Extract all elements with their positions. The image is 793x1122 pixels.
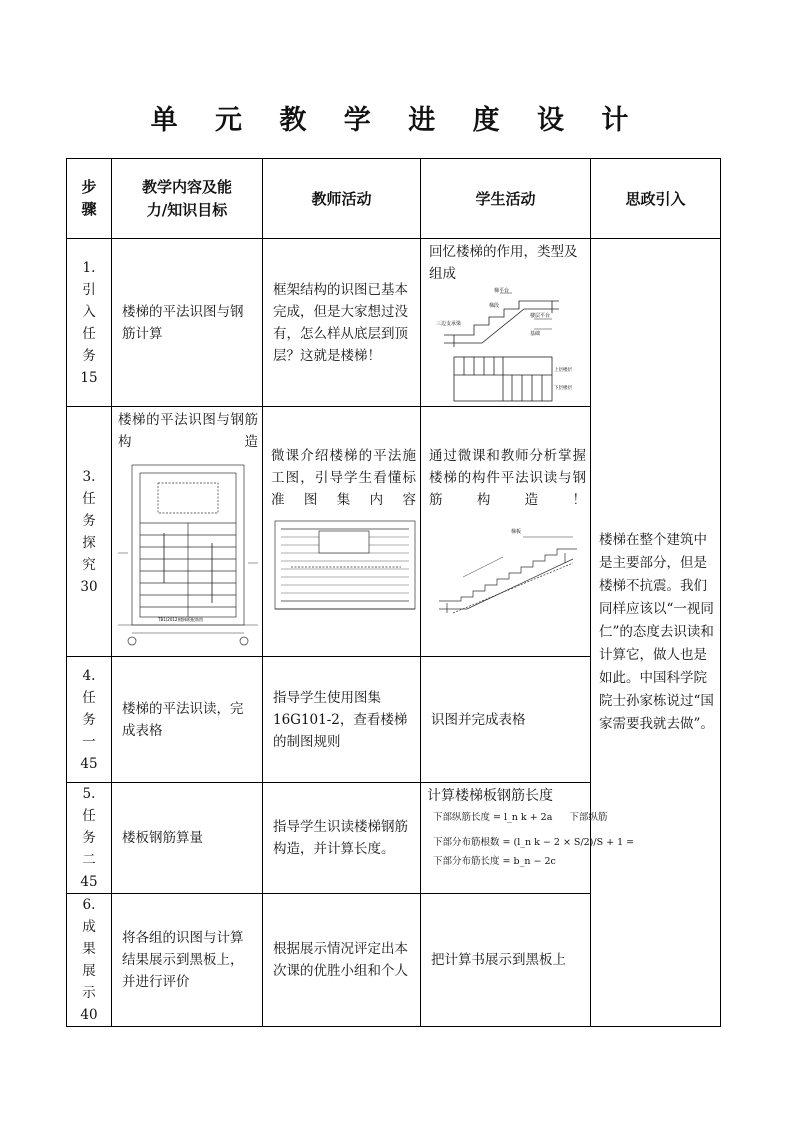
diagram-label: 基础 — [529, 331, 540, 337]
content-cell — [112, 407, 263, 657]
teacher-text: 根据展示情况评定出本次课的优胜小组和个人 — [273, 941, 408, 979]
step-line: 示 — [82, 985, 96, 1001]
teacher-cell — [263, 894, 421, 1027]
diagram-label: 梯平台 — [493, 288, 509, 294]
header-teacher-text: 教师活动 — [311, 189, 372, 208]
content-cell — [112, 783, 263, 894]
step-cell — [67, 657, 112, 783]
step-line: 5. — [82, 786, 96, 802]
header-student — [421, 159, 591, 239]
content-cell — [112, 657, 263, 783]
step-line: 务 — [82, 711, 96, 728]
student-cell — [421, 239, 591, 407]
stair-plan-figure — [118, 453, 258, 647]
step-line: 究 — [82, 556, 96, 573]
ideology-text: 楼梯在整个建筑中是主要部分，但是楼梯不抗震。我们同样应该以“一视同仁”的态度去识读和计算它，做人也是如此。中国科学院院士孙家栋说过“国家需要我就去做”。 — [599, 532, 714, 732]
formula-text: 下部分布筋长度 = b_n − 2c — [433, 856, 556, 867]
step-line: 45 — [80, 755, 98, 772]
student-cell — [421, 407, 591, 657]
stair-section-figure — [433, 517, 583, 617]
diagram-label: 上层楼层 — [553, 368, 572, 373]
formula-text: 下部纵筋长度 = l_n k + 2a — [433, 812, 553, 823]
student-text: 计算楼梯板钢筋长度 — [427, 788, 553, 804]
teacher-cell — [263, 407, 421, 657]
header-ideology-text: 思政引入 — [625, 189, 686, 208]
formula-line — [433, 811, 608, 824]
step-line: 6. — [82, 897, 96, 913]
teacher-text: 指导学生识读楼梯钢筋构造，并计算长度。 — [273, 819, 408, 857]
header-ideology — [591, 159, 721, 239]
page-title: 单 元 教 学 进 度 设 计 — [150, 105, 643, 136]
student-cell — [421, 894, 591, 1027]
student-text: 回忆楼梯的作用，类型及组成 — [429, 244, 578, 282]
step-cell — [67, 894, 112, 1027]
student-cell — [421, 783, 635, 894]
teacher-cell — [263, 783, 421, 894]
diagram-label: TB1(2012)楼梯板配筋图 — [158, 617, 204, 622]
teacher-text: 指导学生使用图集16G101-2，查看楼梯的制图规则 — [273, 689, 408, 750]
step-line: 探 — [82, 534, 96, 551]
step-line: 任 — [82, 808, 96, 824]
step-cell — [67, 783, 112, 894]
header-student-text: 学生活动 — [475, 189, 536, 208]
step-line: 45 — [80, 874, 98, 890]
content-text: 楼板钢筋算量 — [122, 830, 203, 846]
step-line: 展 — [82, 963, 96, 979]
teacher-cell — [263, 657, 421, 783]
step-line: 一 — [82, 733, 96, 750]
diagram-label: 下层楼层 — [553, 386, 572, 391]
step-line: 入 — [82, 303, 96, 320]
header-step-text: 步骤 — [81, 178, 97, 218]
content-text: 将各组的识图与计算结果展示到黑板上，并进行评价 — [122, 930, 244, 990]
step-line: 任 — [82, 325, 96, 342]
content-cell — [112, 894, 263, 1027]
formula-text: 下部纵筋 — [569, 812, 608, 823]
formula-block — [427, 811, 635, 868]
step-cell — [67, 239, 112, 407]
content-cell — [112, 239, 263, 407]
content-text: 楼梯的平法识图与钢筋计算 — [122, 303, 244, 342]
diagram-label: 梯段 — [488, 303, 499, 309]
ideology-cell — [591, 239, 721, 1027]
step-line: 务 — [82, 830, 96, 846]
student-text: 把计算书展示到黑板上 — [431, 952, 566, 968]
header-step — [67, 159, 112, 239]
stair-diagram-figure — [434, 285, 582, 403]
student-cell — [421, 657, 591, 783]
formula-line — [433, 855, 588, 868]
step-line: 任 — [82, 689, 96, 706]
formula-text: 下部分布筋根数 = (l_n k − 2 × S/2)/S + 1 = — [433, 837, 635, 848]
step-line: 15 — [80, 369, 98, 386]
step-line: 3. — [82, 468, 96, 485]
content-text: 楼梯的平法识图与钢筋构造 — [118, 412, 258, 450]
header-content — [112, 159, 263, 239]
table-row — [67, 239, 721, 407]
step-line: 1. — [82, 259, 96, 276]
header-row — [67, 159, 721, 239]
content-text: 楼梯的平法识读，完成表格 — [122, 700, 244, 739]
step-line: 二 — [82, 852, 96, 868]
step-cell — [67, 407, 112, 657]
step-line: 40 — [80, 1007, 98, 1023]
step-line: 务 — [82, 512, 96, 529]
teacher-text: 框架结构的识图已基本完成，但是大家想过没有，怎么样从底层到顶层？这就是楼梯！ — [273, 281, 408, 364]
step-line: 果 — [82, 941, 96, 957]
header-teacher — [263, 159, 421, 239]
schedule-table — [66, 158, 721, 1027]
student-text: 通过微课和教师分析掌握楼梯的构件平法识读与钢筋构造！ — [429, 448, 586, 508]
diagram-label: 楼层平台 — [529, 313, 550, 319]
step-line: 4. — [82, 667, 96, 684]
teacher-cell — [263, 239, 421, 407]
step-line: 成 — [82, 919, 96, 935]
step-line: 任 — [82, 490, 96, 507]
diagram-label: 梯板 — [510, 529, 521, 535]
stair-construction-figure — [271, 517, 419, 613]
teacher-text: 微课介绍楼梯的平法施工图，引导学生看懂标准图集内容 — [271, 448, 416, 508]
diagram-label: 三边支承梁 — [435, 321, 461, 327]
header-content-text: 教学内容及能力/知识目标 — [141, 177, 232, 219]
formula-line — [433, 836, 635, 849]
step-line: 引 — [82, 281, 96, 298]
student-text: 识图并完成表格 — [431, 711, 526, 728]
step-line: 30 — [80, 578, 98, 595]
step-line: 务 — [82, 347, 96, 364]
